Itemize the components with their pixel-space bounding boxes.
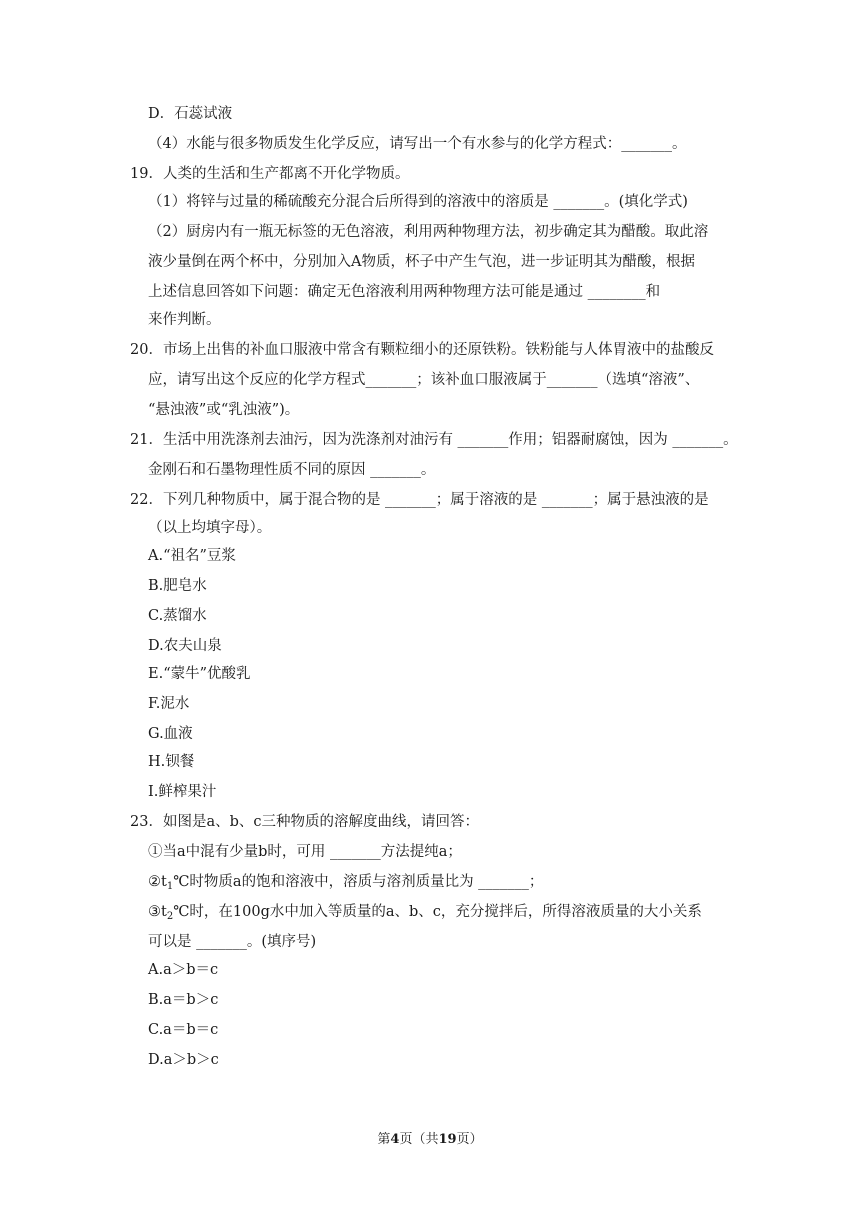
question-19-part-2-line-2: 液少量倒在两个杯中，分别加入A物质，杯子中产生气泡，进一步证明其为醋酸，根据 [148,254,695,270]
footer-pre: 第 [377,1132,391,1147]
question-20-line-2: 应，请写出这个反应的化学方程式_______；该补血口服液属于_______（选填“溶液”、 [148,372,700,388]
question-22-option-c: C.蒸馏水 [148,608,207,624]
question-18-part-4: （4）水能与很多物质发生化学反应，请写出一个有水参与的化学方程式：_______。 [148,136,687,152]
question-23-part-3-line-2: 可以是 _______。(填序号) [148,934,317,950]
question-22-option-e: E.“蒙牛”优酸乳 [148,666,251,682]
t1-subscript: 1 [166,881,174,892]
footer-page-number: 4 [390,1132,400,1147]
question-20-line-1: 20．市场上出售的补血口服液中常含有颗粒细小的还原铁粉。铁粉能与人体胃液中的盐酸反 [130,342,714,358]
question-19-part-2-line-1: （2）厨房内有一瓶无标签的无色溶液，利用两种物理方法，初步确定其为醋酸。取此溶 [148,224,709,240]
question-22-option-a: A.“祖名”豆浆 [148,548,236,564]
part-2-text: ℃时物质a的饱和溶液中，溶质与溶剂质量比为 _______； [173,874,544,890]
question-21-line-2: 金刚石和石墨物理性质不同的原因 _______。 [148,462,436,478]
footer-total-pages: 19 [438,1132,457,1147]
question-22-line-1: 22．下列几种物质中，属于混合物的是 _______；属于溶液的是 _______；属于悬浊液的是 [130,492,709,508]
question-19-part-2-line-4: 来作判断。 [148,312,221,328]
question-22-option-g: G.血液 [148,726,193,742]
question-22-option-f: F.泥水 [148,696,190,712]
question-22-option-h: H.钡餐 [148,754,195,770]
t2-subscript: 2 [166,911,174,922]
question-22-option-d: D.农夫山泉 [148,638,222,654]
footer-mid: 页（共 [399,1132,439,1147]
page-footer [0,1130,860,1150]
question-23-stem: 23．如图是a、b、c三种物质的溶解度曲线，请回答： [130,814,479,830]
footer-post: 页） [456,1132,483,1147]
question-23-part-2 [148,872,543,897]
question-22-option-i: I.鲜榨果汁 [148,784,217,800]
question-19-part-1: （1）将锌与过量的稀硫酸充分混合后所得到的溶液中的溶质是 _______。(填化学式) [148,194,688,210]
question-20-line-3: “悬浊液”或“乳浊液”)。 [148,402,300,418]
part-2-prefix: ②t [148,874,167,890]
question-22-option-b: B.肥皂水 [148,578,207,594]
question-23-option-c: C.a＝b＝c [148,1022,219,1038]
question-23-option-d: D.a＞b＞c [148,1052,219,1068]
question-23-part-1: ①当a中混有少量b时，可用 _______方法提纯a； [148,844,462,860]
part-3-text: ℃时，在100g水中加入等质量的a、b、c，充分搅拌后，所得溶液质量的大小关系 [173,904,702,920]
question-21-line-1: 21．生活中用洗涤剂去油污，因为洗涤剂对油污有 _______作用；铝器耐腐蚀，因为 _______。 [130,432,738,448]
question-19-part-2-line-3: 上述信息回答如下问题：确定无色溶液利用两种物理方法可能是通过 ________和 [148,284,661,300]
part-3-prefix: ③t [148,904,167,920]
option-d-litmus: D．石蕊试液 [148,106,233,122]
question-19-stem: 19．人类的生活和生产都离不开化学物质。 [130,166,410,182]
question-23-option-b: B.a＝b＞c [148,992,219,1008]
question-22-line-2: （以上均填字母）。 [148,520,272,536]
question-23-option-a: A.a＞b＝c [148,962,219,978]
question-23-part-3-line-1 [148,902,702,927]
